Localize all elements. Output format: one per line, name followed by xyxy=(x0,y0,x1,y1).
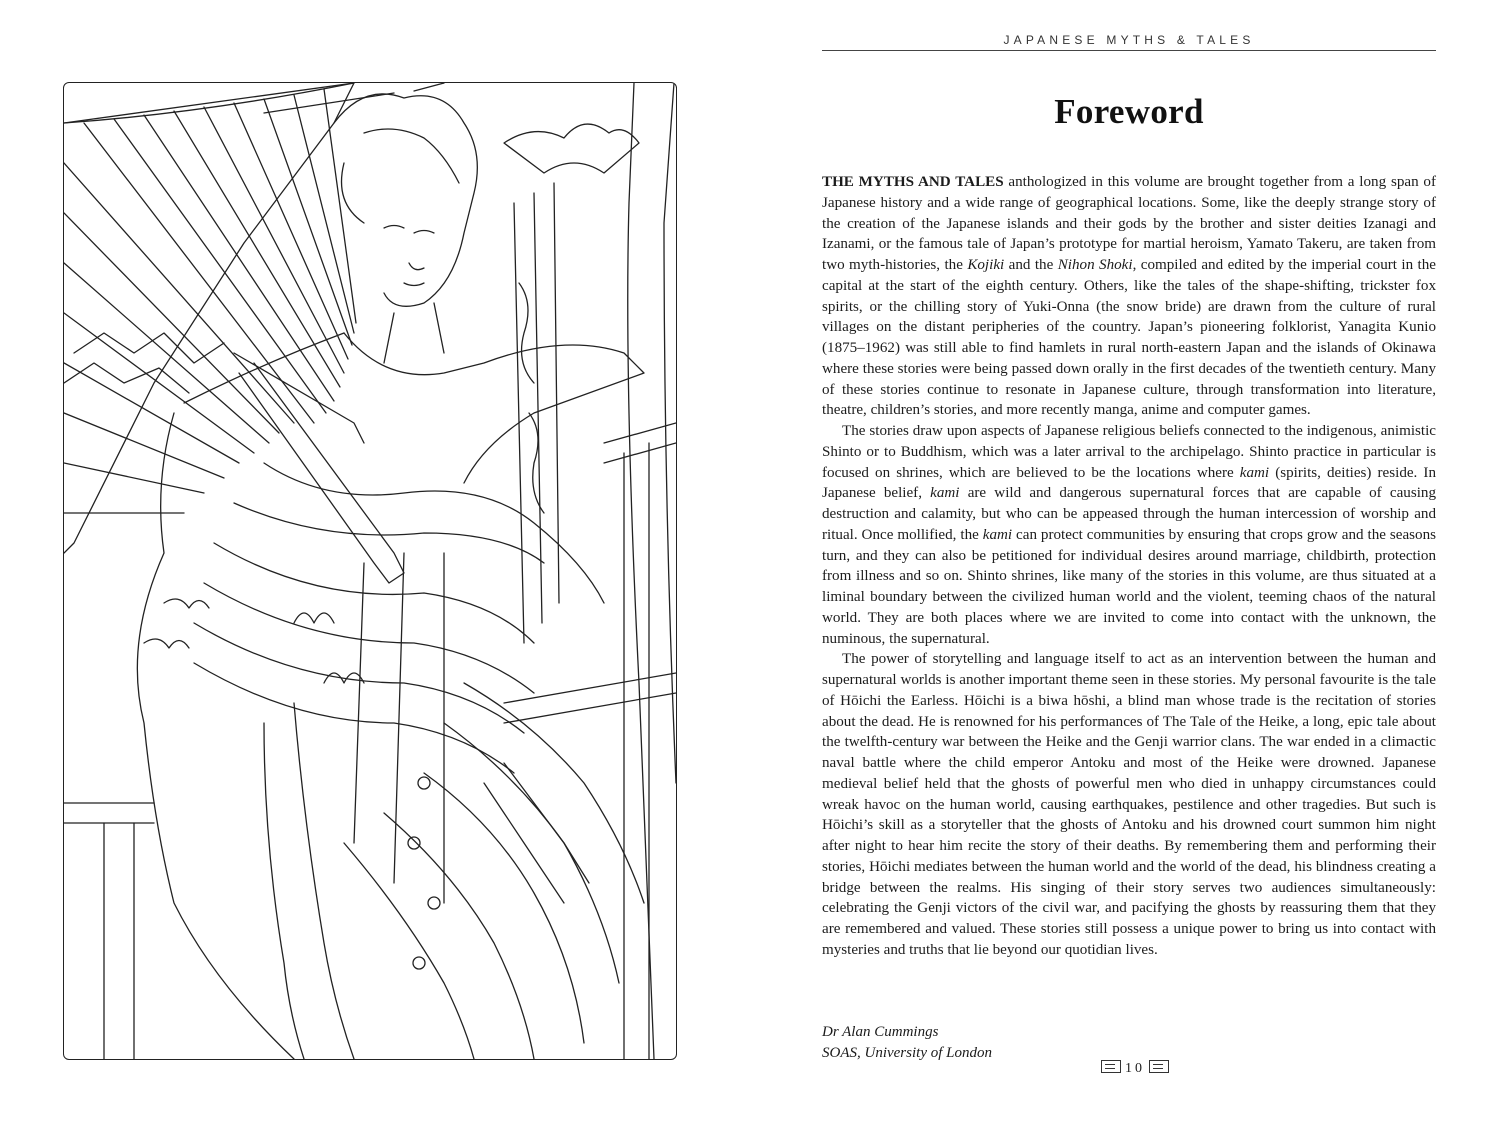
foreword-body xyxy=(822,172,1436,961)
chapter-title: Foreword xyxy=(1054,92,1204,131)
lead-in: THE MYTHS AND TALES xyxy=(822,174,1004,190)
italic-term: Nihon Shoki xyxy=(1057,257,1133,273)
header-rule xyxy=(822,50,1436,51)
text-run: and the xyxy=(1004,257,1058,273)
geisha-parasol-illustration xyxy=(64,83,676,1059)
page-folio xyxy=(1090,1060,1180,1077)
page-number: 10 xyxy=(1125,1061,1145,1076)
running-head: JAPANESE MYTHS & TALES xyxy=(1003,33,1255,47)
text-run: are wild and dangerous supernatural forces that are capable of causing destruction and calamity, but who can be appeased through the human intercession of worship and ritual. Once mollified, the xyxy=(822,485,1436,543)
paragraph-2 xyxy=(822,421,1436,649)
italic-term: kami xyxy=(930,485,960,502)
parasol xyxy=(64,83,404,583)
figure-head xyxy=(264,83,477,363)
folio-ornament-right-icon xyxy=(1149,1060,1169,1073)
paragraph-3 xyxy=(822,649,1436,960)
folio-ornament-left-icon xyxy=(1101,1060,1121,1073)
text-run: The stories draw upon aspects of Japanese religious beliefs connected to the indigenous, animistic Shinto or to Buddhism, which was a later arrival to the archipelago. Shinto practice in particular is focused on shrines, which are believed to be the locations where xyxy=(822,423,1436,481)
right-page xyxy=(750,0,1500,1148)
signature-affiliation: SOAS, University of London xyxy=(822,1045,992,1061)
figure-kimono xyxy=(137,333,644,1059)
text-run: anthologized in this volume are brought together from a long span of Japanese history and a wide range of geographical locations. Some, like the deeply strange story of the creation of the Japanese islands and their gods by the brother and sister deities Izanagi and Izanami, or the famous tale of Japan’s prototype for martial heroism, Yamato Takeru, are taken from two myth-histories, the xyxy=(822,174,1436,273)
italic-term: Kojiki xyxy=(967,257,1005,273)
italic-term: kami xyxy=(1239,464,1270,481)
trees-background xyxy=(504,83,676,1059)
text-run: The power of storytelling and language itself to act as an intervention between the human and supernatural worlds is another important theme seen in these stories. My personal favourite is the tale of Hōichi the Earless. Hōichi is a biwa hōshi, a blind man whose trade is the recitation of stories about the dead. He is renowned for his performances of The Tale of the Heike, a long, epic tale about the twelfth-century war between the Heike and the Genji warrior clans. The war ended in a climactic naval battle where the child emperor Antoku and most of the Heike were drowned. Japanese medieval belief held that the ghosts of powerful men who died in unhappy circumstances could wreak havoc on the human world, causing earthquakes, pestilence and other tragedies. But such is Hōichi’s skill as a storyteller that the ghosts of Antoku and his drowned court summon him night after night to hear him recite the story of their deaths. By remembering them and performing their stories, Hōichi mediates between the human world and the world of the dead, his blindness creating a bridge between the realms. His singing of their story serves two audiences simultaneously: celebrating the Genji victors of the civil war, and pacifying the ghosts by reassuring them that they are remembered and valued. These stories still possess a unique power to bring us into contact with mysteries and truths that lie beyond our quotidian lives. xyxy=(822,651,1436,958)
italic-term: kami xyxy=(982,526,1013,543)
text-run: can protect communities by ensuring that crops grow and the seasons turn, and they can also be petitioned for individual desires around marriage, childbirth, protection from illness and so on. Shinto shrines, like many of the stories in this volume, are thus situated at a liminal boundary between the civilized human world and the violent, teeming chaos of the natural world. They are both places where we are invited to come into contact with the unknown, the numinous, the supernatural. xyxy=(822,526,1436,647)
illustration-frame xyxy=(63,82,677,1060)
paragraph-1 xyxy=(822,172,1436,421)
signature xyxy=(822,1022,992,1064)
text-run: , compiled and edited by the imperial court in the capital at the start of the eighth century. Others, like the tales of the shape-shifting, trickster fox spirits, or the chilling story of Yuki-Onna (the snow bride) are drawn from the culture of rural villages on the distant peripheries of the country. Japan’s pioneering folklorist, Yanagita Kunio (1875–1962) was still able to find hamlets in rural north-eastern Japan and the islands of Okinawa where these stories were being passed down orally in the first decades of the twentieth century. Many of these stories continue to resonate in Japanese culture, through transformation into literature, theatre, children’s stories, and more recently manga, anime and computer games. xyxy=(822,257,1436,419)
fence xyxy=(64,423,676,1059)
signature-name: Dr Alan Cummings xyxy=(822,1024,939,1040)
text-run: (spirits, deities) reside. In Japanese belief, xyxy=(822,464,1436,502)
